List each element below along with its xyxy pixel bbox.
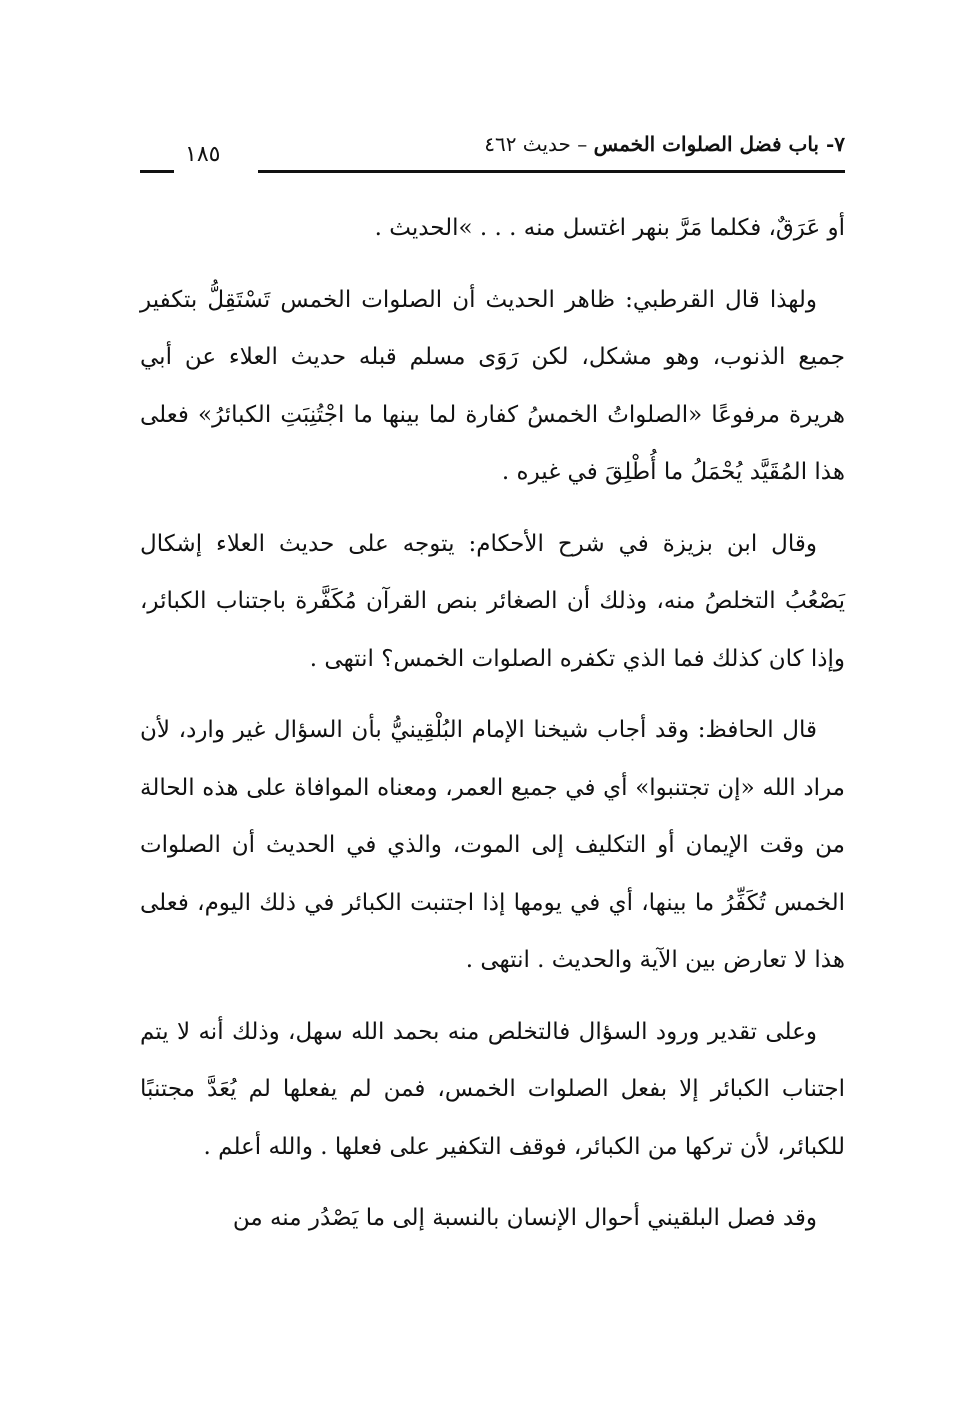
hadith-reference: – حديث ٤٦٢ (484, 132, 594, 156)
paragraph: أو عَرَقٌ، فكلما مَرَّ بنهر اغتسل منه . . . »الحديث . (374, 215, 845, 241)
header-rule-short (140, 170, 174, 173)
body-text (140, 200, 845, 1262)
paragraph: قال الحافظ: وقد أجاب شيخنا الإمام البُلْقِينيُّ بأن السؤال غير وارد، لأن مراد الله «إن تجتنبوا» أي في جميع العمر، ومعناه الموافاة على هذه الحالة من وقت الإيمان أو التكليف إلى الموت، والذي في الحديث أن الصلوات الخمس تُكَفِّرُ ما بينها، أي في يومها إذا اجتنبت الكبائر في ذلك اليوم، فعلى هذا لا تعارض بين الآية والحديث . انتهى . (140, 717, 845, 973)
paragraph: وقد فصل البلقيني أحوال الإنسان بالنسبة إلى ما يَصْدُر منه من (232, 1205, 817, 1231)
header-rule (258, 170, 845, 173)
page-header (140, 126, 845, 172)
page-number: ١٨٥ (185, 142, 221, 167)
paragraph: ولهذا قال القرطبي: ظاهر الحديث أن الصلوات الخمس تَسْتَقِلُّ بتكفير جميع الذنوب، وهو مشكل، لكن رَوَى مسلم قبله حديث العلاء عن أبي هريرة مرفوعًا «الصلواتُ الخمسُ كفارة لما بينها ما اجْتُنِبَتِ الكبائرُ» فعلى هذا المُقَيَّد يُحْمَلُ ما أُطْلِقَ في غيره . (140, 286, 845, 485)
chapter-title: ٧- باب فضل الصلوات الخمس (593, 132, 845, 156)
paragraph: وعلى تقدير ورود السؤال فالتخلص منه بحمد الله سهل، وذلك أنه لا يتم اجتناب الكبائر إلا بفعل الصلوات الخمس، فمن لم يفعلها لم يُعَدَّ مجتنبًا للكبائر، لأن تركها من الكبائر، فوقف التكفير على فعلها . والله أعلم . (140, 1018, 845, 1160)
paragraph: وقال ابن بزيزة في شرح الأحكام: يتوجه على حديث العلاء إشكال يَصْعُبُ التخلصُ منه، وذلك أن الصغائر بنص القرآن مُكَفَّرة باجتناب الكبائر، وإذا كان كذلك فما الذي تكفره الصلوات الخمس؟ انتهى . (140, 530, 845, 672)
running-title (484, 132, 845, 156)
